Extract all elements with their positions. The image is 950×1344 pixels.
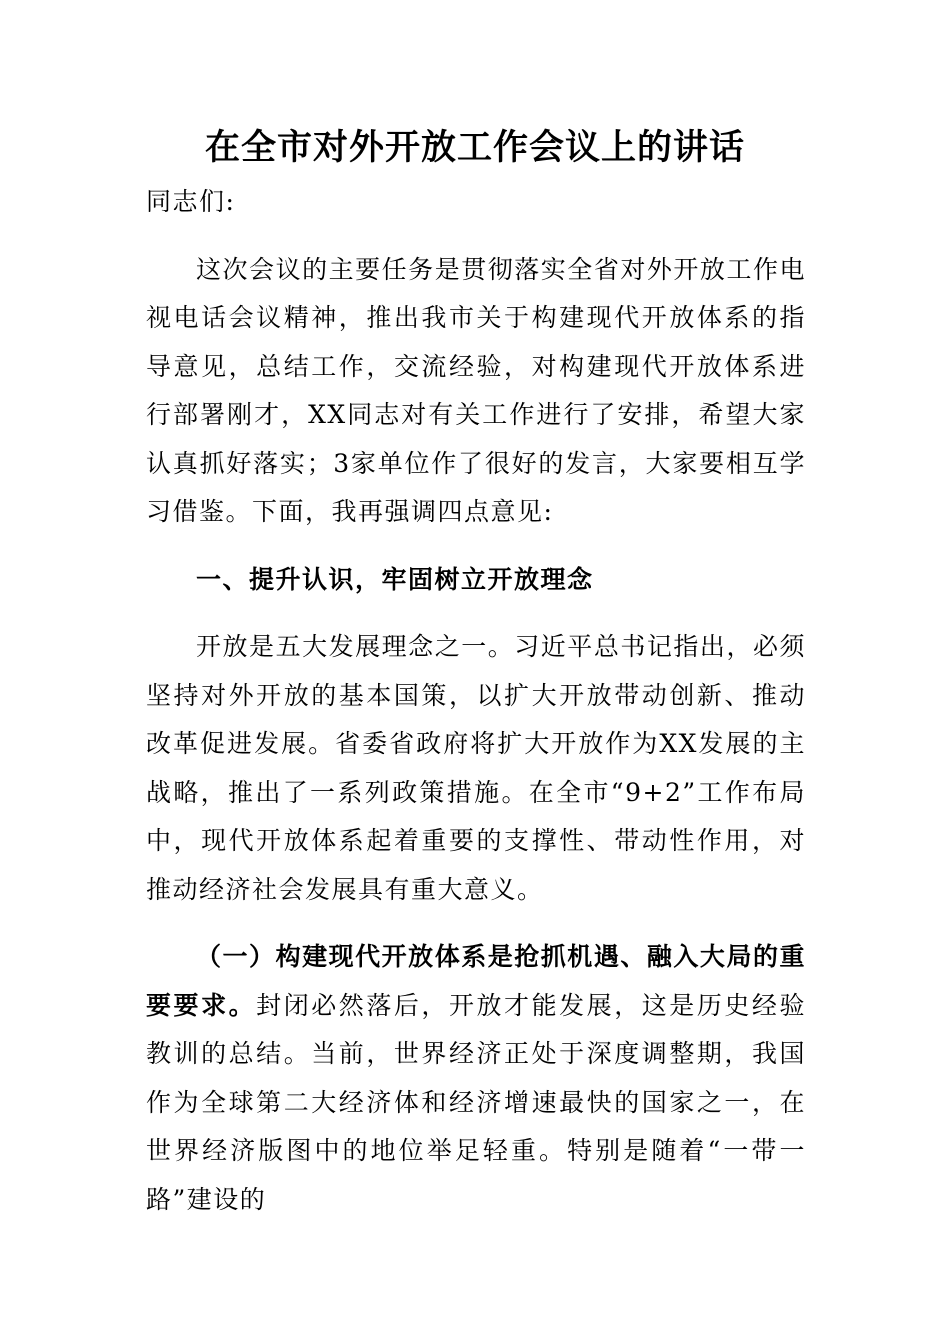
subsection-1-paragraph [146, 933, 806, 1224]
subsection-1-lead: （一）构建现代开放体系是抢抓机遇、融入大局的重要要求。 [146, 942, 806, 1020]
greeting: 同志们: [146, 187, 236, 216]
section-heading-1: 一、提升认识，牢固树立开放理念 [196, 564, 594, 594]
document-body [146, 178, 806, 1224]
document-title: 在全市对外开放工作会议上的讲话 [204, 127, 745, 168]
subsection-1-text: 封闭必然落后，开放才能发展，这是历史经验教训的总结。当前，世界经济正处于深度调整期，我国作为全球第二大经济体和经济增速最快的国家之一，在世界经济版图中的地位举足轻重。特别是随着“一带一路”建设的 [146, 990, 806, 1214]
section-1-paragraph: 开放是五大发展理念之一。习近平总书记指出，必须坚持对外开放的基本国策，以扩大开放带动创新、推动改革促进发展。省委省政府将扩大开放作为XX发展的主战略，推出了一系列政策措施。在全市“9+2”工作布局中，现代开放体系起着重要的支撑性、带动性作用，对推动经济社会发展具有重大意义。 [146, 632, 806, 904]
intro-paragraph: 这次会议的主要任务是贯彻落实全省对外开放工作电视电话会议精神，推出我市关于构建现代开放体系的指导意见，总结工作，交流经验，对构建现代开放体系进行部署刚才，XX同志对有关工作进行了安排，希望大家认真抓好落实；3家单位作了很好的发言，大家要相互学习借鉴。下面，我再强调四点意见: [146, 254, 806, 526]
